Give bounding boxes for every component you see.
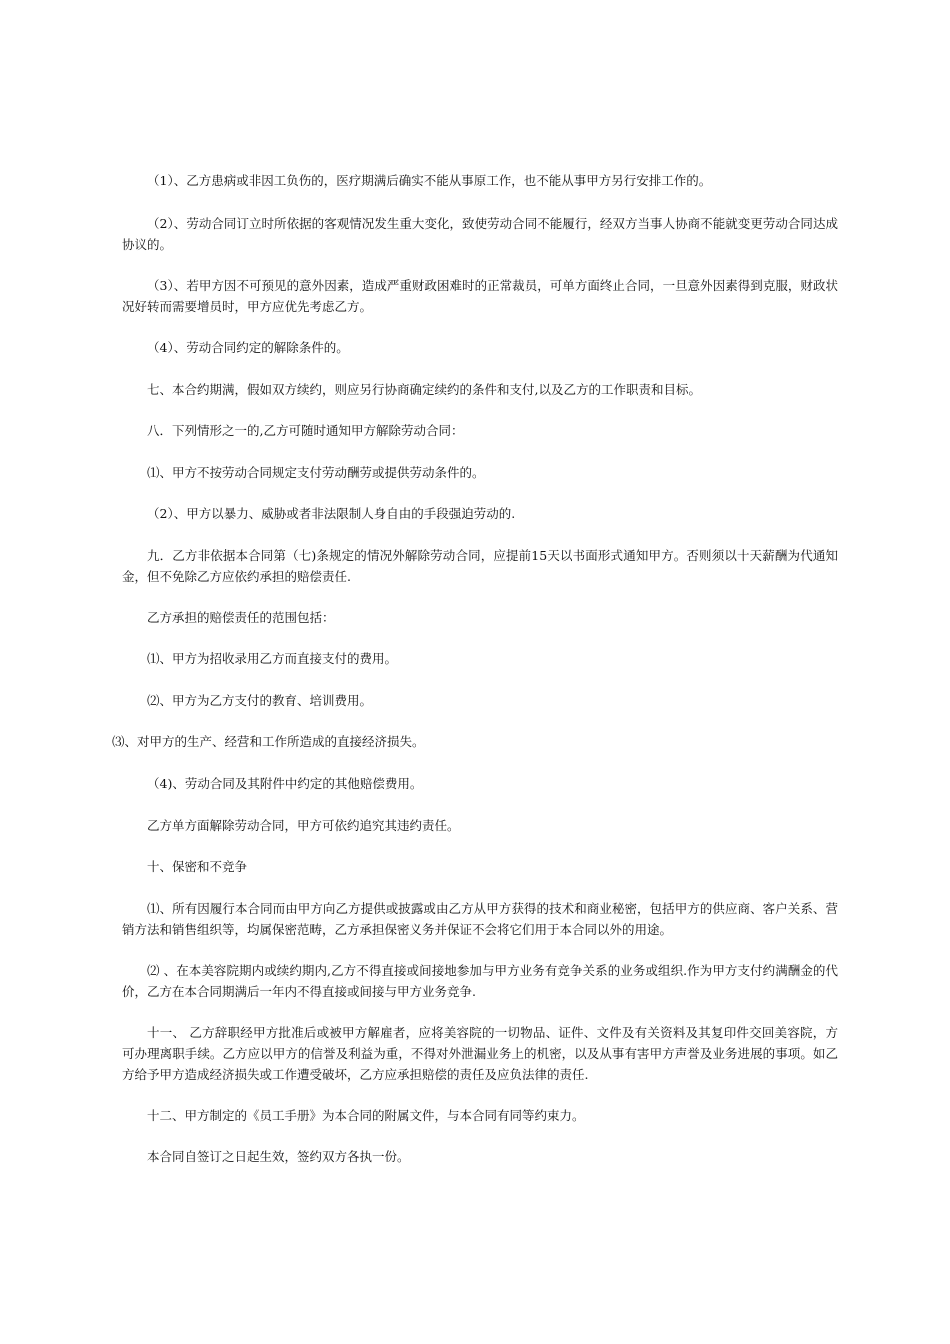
- paragraph-12: ⑵、甲方为乙方支付的教育、培训费用。: [147, 693, 373, 708]
- paragraph-5: 七、本合约期满，假如双方续约，则应另行协商确定续约的条件和支付,以及乙方的工作职责和目标。: [147, 382, 701, 397]
- paragraph-1: （1）、乙方患病或非因工负伤的，医疗期满后确实不能从事原工作，也不能从事甲方另行安排工作的。: [147, 173, 712, 188]
- paragraph-8: （2）、甲方以暴力、威胁或者非法限制人身自由的手段强迫劳动的.: [147, 506, 516, 521]
- paragraph-10: 乙方承担的赔偿责任的范围包括：: [147, 610, 335, 625]
- paragraph-13: ⑶、对甲方的生产、经营和工作所造成的直接经济损失。: [112, 734, 425, 749]
- paragraph-21: 本合同自签订之日起生效，签约双方各执一份。: [147, 1149, 410, 1164]
- paragraph-6: 八．下列情形之一的,乙方可随时通知甲方解除劳动合同：: [147, 423, 464, 438]
- paragraph-7: ⑴、甲方不按劳动合同规定支付劳动酬劳或提供劳动条件的。: [147, 465, 485, 480]
- paragraph-9: 九．乙方非依据本合同第（七)条规定的情况外解除劳动合同，应提前15天以书面形式通知甲方。否则须以十天薪酬为代通知金，但不免除乙方应依约承担的赔偿责任.: [122, 548, 838, 584]
- paragraph-4: （4）、劳动合同约定的解除条件的。: [147, 340, 349, 355]
- paragraph-3: （3）、若甲方因不可预见的意外因素，造成严重财政困难时的正常裁员，可单方面终止合同，一旦意外因素得到克服，财政状况好转而需要增员时，甲方应优先考虑乙方。: [122, 278, 838, 314]
- paragraph-19: 十一、 乙方辞职经甲方批准后或被甲方解雇者，应将美容院的一切物品、证件、文件及有关资料及其复印件交回美容院，方可办理离职手续。乙方应以甲方的信誉及利益为重，不得对外泄漏业务上的机密，以及从事有害甲方声誉及业务进展的事项。如乙方给予甲方造成经济损失或工作遭受破坏，乙方应承担赔偿的责任及应负法律的责任.: [122, 1025, 838, 1082]
- paragraph-14: （4)、劳动合同及其附件中约定的其他赔偿费用。: [147, 776, 423, 791]
- paragraph-18: ⑵ 、在本美容院期内或续约期内,乙方不得直接或间接地参加与甲方业务有竞争关系的业务或组织.作为甲方支付约满酬金的代价，乙方在本合同期满后一年内不得直接或间接与甲方业务竞争.: [122, 963, 838, 999]
- paragraph-15: 乙方单方面解除劳动合同，甲方可依约追究其违约责任。: [147, 818, 460, 833]
- paragraph-16: 十、保密和不竞争: [147, 859, 248, 874]
- paragraph-20: 十二、甲方制定的《员工手册》为本合同的附属文件，与本合同有同等约束力。: [147, 1108, 585, 1123]
- paragraph-17: ⑴、所有因履行本合同而由甲方向乙方提供或披露或由乙方从甲方获得的技术和商业秘密，包括甲方的供应商、客户关系、营销方法和销售组织等，均属保密范畴，乙方承担保密义务并保证不会将它们用于本合同以外的用途。: [122, 901, 838, 937]
- paragraph-2: （2）、劳动合同订立时所依据的客观情况发生重大变化，致使劳动合同不能履行，经双方当事人协商不能就变更劳动合同达成协议的。: [122, 216, 838, 252]
- paragraph-11: ⑴、甲方为招收录用乙方而直接支付的费用。: [147, 651, 398, 666]
